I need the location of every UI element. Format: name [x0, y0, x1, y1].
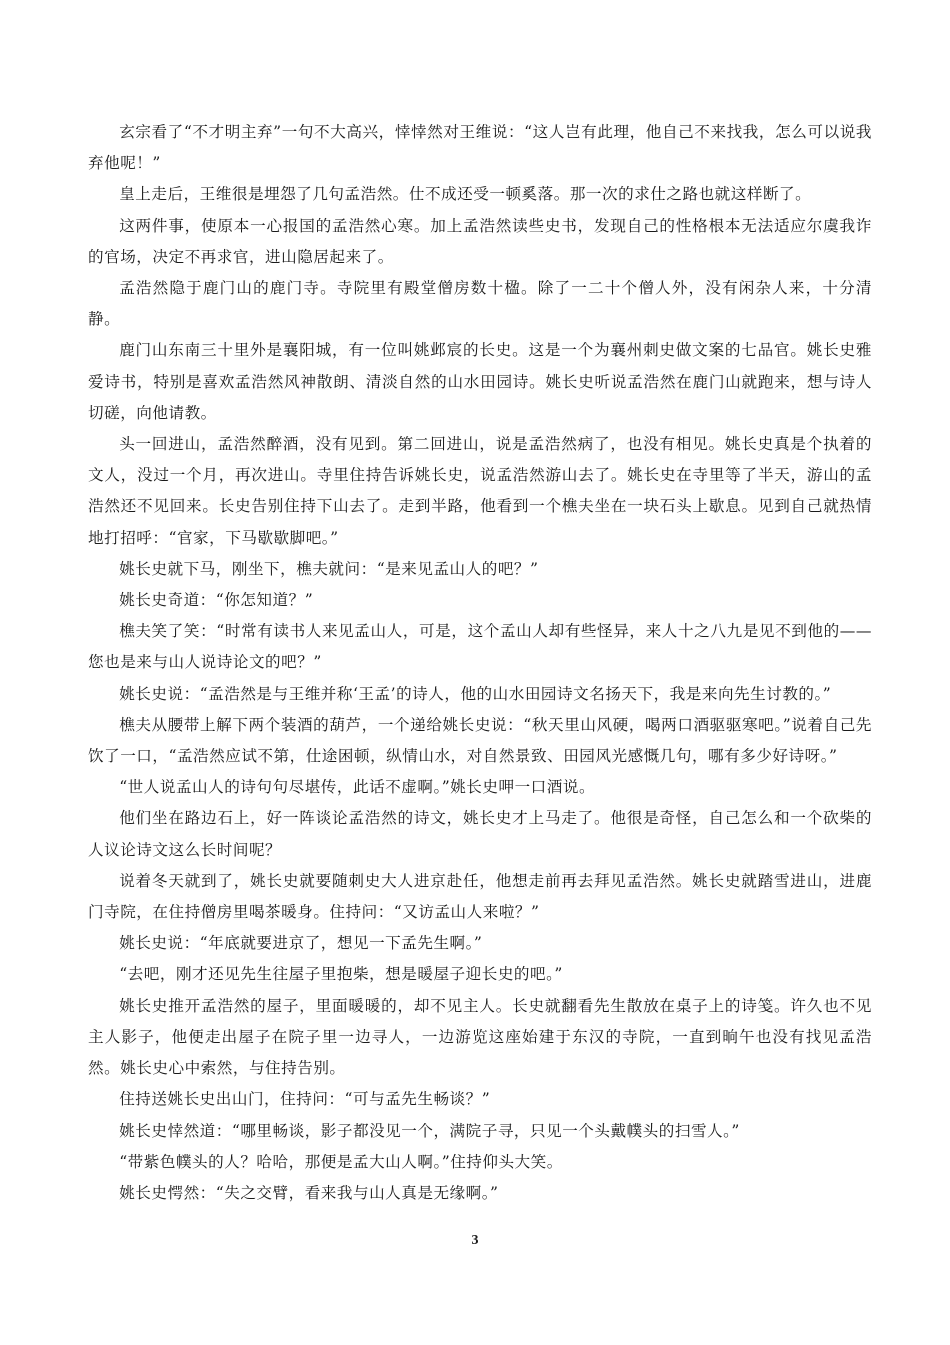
paragraph: 鹿门山东南三十里外是襄阳城，有一位叫姚邺宸的长史。这是一个为襄州刺史做文案的七品官。姚长史雅爱诗书，特别是喜欢孟浩然风神散朗、清淡自然的山水田园诗。姚长史听说孟浩然在鹿门山就跑来，想与诗人切磋，向他请教。	[88, 341, 872, 422]
paragraph: 姚长史奇道：“你怎知道？”	[119, 591, 314, 610]
paragraph: 姚长史说：“年底就要进京了，想见一下孟先生啊。”	[119, 934, 483, 953]
paragraph: 姚长史推开孟浩然的屋子，里面暖暖的，却不见主人。长史就翻看先生散放在桌子上的诗笺。许久也不见主人影子，他便走出屋子在院子里一边寻人，一边游览这座始建于东汉的寺院，一直到晌午也没有找见孟浩然。姚长史心中索然，与住持告别。	[88, 996, 872, 1078]
paragraph: 说着冬天就到了，姚长史就要随刺史大人进京赴任，他想走前再去拜见孟浩然。姚长史就踏雪进山，进鹿门寺院，在住持僧房里喝茶暖身。住持问：“又访孟山人来啦？”	[88, 871, 872, 922]
paragraph: “去吧，刚才还见先生往屋子里抱柴，想是暖屋子迎长史的吧。”	[119, 965, 563, 984]
paragraph: 这两件事，使原本一心报国的孟浩然心寒。加上孟浩然读些史书，发现自己的性格根本无法适应尔虞我诈的官场，决定不再求官，进山隐居起来了。	[88, 216, 872, 266]
paragraph: 樵夫笑了笑：“时常有读书人来见孟山人，可是，这个孟山人却有些怪异，来人十之八九是见不到他的——您也是来与山人说诗论文的吧？”	[88, 622, 872, 672]
paragraph: 皇上走后，王维很是埋怨了几句孟浩然。仕不成还受一顿奚落。那一次的求仕之路也就这样断了。	[119, 185, 812, 204]
paragraph: 姚长史愕然：“失之交臂，看来我与山人真是无缘啊。”	[119, 1183, 499, 1202]
paragraph: 姚长史悻然道：“哪里畅谈，影子都没见一个，满院子寻，只见一个头戴幞头的扫雪人。”	[119, 1121, 740, 1140]
paragraph: 住持送姚长史出山门，住持问：“可与孟先生畅谈？”	[119, 1090, 491, 1109]
paragraph: 姚长史说：“孟浩然是与王维并称‘王孟’的诗人，他的山水田园诗文名扬天下，我是来向先生讨教的。”	[119, 684, 832, 703]
paragraph: 樵夫从腰带上解下两个装酒的葫芦，一个递给姚长史说：“秋天里山风硬，喝两口酒驱驱寒吧。”说着自己先饮了一口，“孟浩然应试不第，仕途困顿，纵情山水，对自然景致、田园风光感慨几句，哪有多少好诗呀。”	[88, 715, 872, 766]
page-number: 3	[471, 1233, 479, 1248]
paragraph: “带紫色幞头的人？哈哈，那便是孟大山人啊。”住持仰头大笑。	[119, 1152, 563, 1171]
paragraph: 姚长史就下马，刚坐下，樵夫就问：“是来见孟山人的吧？”	[119, 559, 539, 578]
article-body	[88, 117, 872, 1209]
paragraph: 玄宗看了“不才明主弃”一句不大高兴，悻悻然对王维说：“这人岂有此理，他自己不来找我，怎么可以说我弃他呢！”	[88, 123, 872, 173]
paragraph: 头一回进山，孟浩然醉酒，没有见到。第二回进山，说是孟浩然病了，也没有相见。姚长史真是个执着的文人，没过一个月，再次进山。寺里住持告诉姚长史，说孟浩然游山去了。姚长史在寺里等了半天，游山的孟浩然还不见回来。长史告别住持下山去了。走到半路，他看到一个樵夫坐在一块石头上歇息。见到自己就热情地打招呼：“官家，下马歇歇脚吧。”	[88, 435, 872, 547]
paragraph: “世人说孟山人的诗句句尽堪传，此话不虚啊。”姚长史呷一口酒说。	[119, 778, 596, 797]
paragraph: 孟浩然隐于鹿门山的鹿门寺。寺院里有殿堂僧房数十楹。除了一二十个僧人外，没有闲杂人来，十分清静。	[88, 279, 872, 329]
paragraph: 他们坐在路边石上，好一阵谈论孟浩然的诗文，姚长史才上马走了。他很是奇怪，自己怎么和一个砍柴的人议论诗文这么长时间呢？	[88, 809, 872, 859]
